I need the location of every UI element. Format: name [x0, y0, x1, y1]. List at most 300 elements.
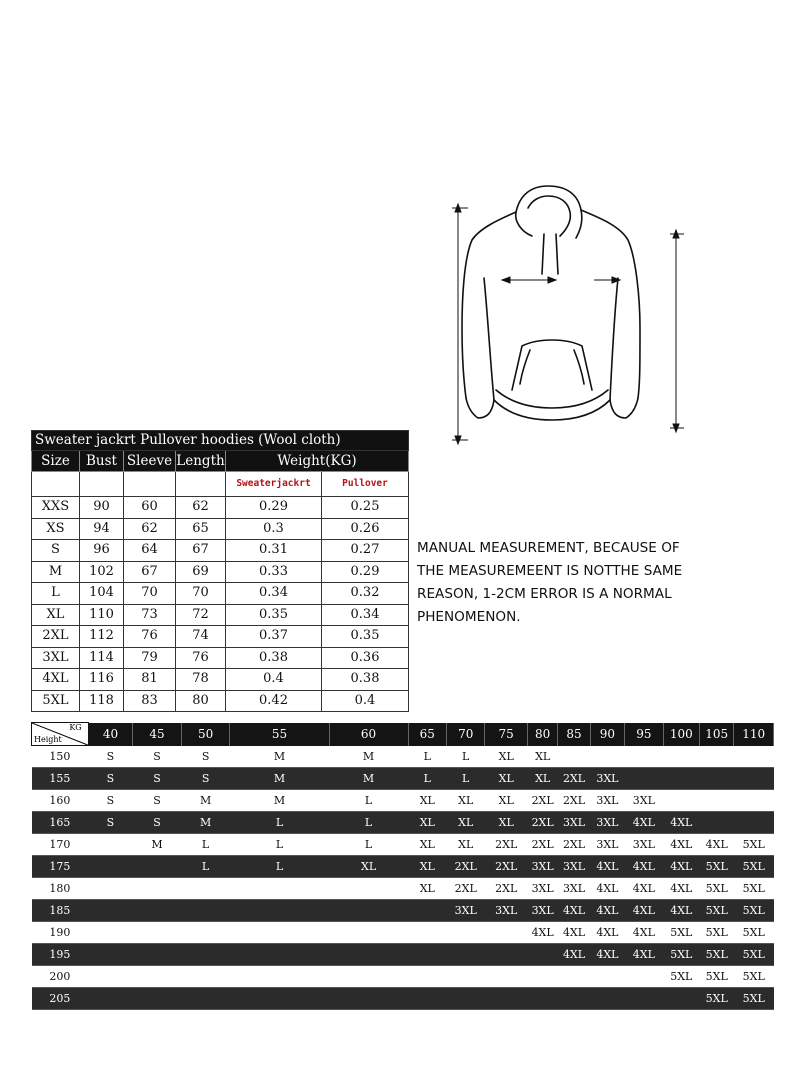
size-recommendation-cell — [88, 900, 133, 922]
size-recommendation-cell — [88, 966, 133, 988]
size-table-cell: 62 — [124, 518, 176, 540]
size-recommendation-cell — [408, 900, 446, 922]
size-table-cell: 3XL — [32, 647, 80, 669]
size-recommendation-cell: 4XL — [625, 944, 663, 966]
size-recommendation-cell: 3XL — [590, 790, 624, 812]
size-recommendation-cell: L — [181, 856, 230, 878]
size-recommendation-cell: 4XL — [663, 878, 699, 900]
size-table-cell: 74 — [176, 626, 226, 648]
size-table-row — [32, 497, 409, 519]
size-recommendation-cell: 5XL — [734, 834, 774, 856]
size-recommendation-cell: 4XL — [558, 944, 590, 966]
size-table-cell: 81 — [124, 669, 176, 691]
size-table-cell: 69 — [176, 561, 226, 583]
size-recommendation-cell: 5XL — [700, 944, 734, 966]
size-recommendation-cell: 5XL — [734, 988, 774, 1010]
size-recommendation-cell: 4XL — [527, 922, 557, 944]
size-recommendation-cell: 3XL — [590, 812, 624, 834]
size-recommendation-cell: L — [230, 812, 329, 834]
note-line: REASON, 1-2CM ERROR IS A NORMAL — [417, 586, 672, 602]
size-table-cell: 0.27 — [322, 540, 409, 562]
hw-table-corner — [32, 723, 89, 746]
size-recommendation-cell: XL — [329, 856, 408, 878]
size-table-row — [32, 690, 409, 712]
size-recommendation-cell: 5XL — [734, 900, 774, 922]
size-recommendation-cell: XL — [527, 768, 557, 790]
size-recommendation-cell: M — [329, 746, 408, 768]
weight-header-cell: 110 — [734, 723, 774, 746]
size-recommendation-cell — [663, 988, 699, 1010]
size-table-cell: 110 — [80, 604, 124, 626]
size-recommendation-cell — [446, 944, 484, 966]
size-table — [31, 430, 409, 712]
size-recommendation-cell — [734, 768, 774, 790]
size-recommendation-cell: S — [133, 812, 182, 834]
size-table-title: Sweater jackrt Pullover hoodies (Wool cloth) — [32, 431, 409, 451]
size-recommendation-cell: L — [408, 746, 446, 768]
size-table-cell: 62 — [176, 497, 226, 519]
size-table-cell: 0.35 — [322, 626, 409, 648]
height-cell: 165 — [32, 812, 89, 834]
size-recommendation-cell: 5XL — [734, 944, 774, 966]
weight-header-cell: 50 — [181, 723, 230, 746]
size-recommendation-cell — [558, 746, 590, 768]
header-length: Length — [176, 451, 226, 472]
size-table-row — [32, 669, 409, 691]
size-recommendation-cell: 4XL — [590, 856, 624, 878]
size-recommendation-cell — [527, 944, 557, 966]
size-table-cell: 0.29 — [226, 497, 322, 519]
size-recommendation-cell — [133, 988, 182, 1010]
size-recommendation-cell: XL — [408, 790, 446, 812]
size-recommendation-cell: 4XL — [625, 922, 663, 944]
size-recommendation-cell — [181, 988, 230, 1010]
weight-header-cell: 55 — [230, 723, 329, 746]
size-recommendation-cell: XL — [485, 746, 528, 768]
weight-header-cell: 85 — [558, 723, 590, 746]
header-weight: Weight(KG) — [226, 451, 409, 472]
size-recommendation-cell: 4XL — [663, 856, 699, 878]
size-table-row — [32, 626, 409, 648]
size-recommendation-cell — [590, 746, 624, 768]
size-table-cell: 0.3 — [226, 518, 322, 540]
size-recommendation-cell — [558, 966, 590, 988]
measurement-note — [417, 537, 717, 629]
size-table-cell: XS — [32, 518, 80, 540]
size-recommendation-cell: 2XL — [446, 856, 484, 878]
size-table-row — [32, 561, 409, 583]
size-table-cell: 0.25 — [322, 497, 409, 519]
size-table-cell: 2XL — [32, 626, 80, 648]
size-recommendation-cell: 4XL — [700, 834, 734, 856]
size-table-cell: 70 — [124, 583, 176, 605]
height-cell: 170 — [32, 834, 89, 856]
size-recommendation-cell — [485, 944, 528, 966]
size-recommendation-cell: L — [408, 768, 446, 790]
size-recommendation-cell — [527, 988, 557, 1010]
size-recommendation-cell: 5XL — [700, 922, 734, 944]
size-recommendation-cell — [329, 878, 408, 900]
size-table-cell: 60 — [124, 497, 176, 519]
size-table-cell: 0.38 — [322, 669, 409, 691]
hw-table-row — [32, 922, 774, 944]
size-table-cell: 78 — [176, 669, 226, 691]
weight-header-cell: 80 — [527, 723, 557, 746]
hw-table-row — [32, 900, 774, 922]
size-recommendation-cell: 3XL — [558, 856, 590, 878]
size-recommendation-cell — [663, 790, 699, 812]
size-table-cell: 0.37 — [226, 626, 322, 648]
size-recommendation-cell — [329, 900, 408, 922]
size-table-cell: 0.38 — [226, 647, 322, 669]
size-table-cell: 0.34 — [322, 604, 409, 626]
size-recommendation-cell: 3XL — [625, 834, 663, 856]
size-table-cell: 0.29 — [322, 561, 409, 583]
hw-table-row — [32, 944, 774, 966]
note-line: THE MEASUREMEENT IS NOTTHE SAME — [417, 563, 683, 579]
size-table-row — [32, 518, 409, 540]
size-recommendation-cell — [734, 812, 774, 834]
size-recommendation-cell — [408, 988, 446, 1010]
size-recommendation-cell: XL — [446, 834, 484, 856]
size-recommendation-cell: L — [230, 834, 329, 856]
size-recommendation-cell: L — [329, 812, 408, 834]
size-recommendation-cell: 5XL — [734, 856, 774, 878]
size-recommendation-cell — [625, 966, 663, 988]
size-table-header-row — [32, 451, 409, 472]
size-table-cell: 0.26 — [322, 518, 409, 540]
size-table-cell: 5XL — [32, 690, 80, 712]
hw-table-row — [32, 834, 774, 856]
size-recommendation-cell — [663, 746, 699, 768]
size-recommendation-cell: 5XL — [663, 922, 699, 944]
size-recommendation-cell: 4XL — [625, 878, 663, 900]
size-recommendation-cell — [700, 790, 734, 812]
size-recommendation-cell: 5XL — [663, 944, 699, 966]
size-table-cell: 0.36 — [322, 647, 409, 669]
size-recommendation-cell — [230, 966, 329, 988]
size-recommendation-cell — [133, 966, 182, 988]
hw-table-header-row — [32, 723, 774, 746]
size-table-sub-header-row — [32, 472, 409, 497]
size-recommendation-cell: XL — [408, 812, 446, 834]
size-recommendation-cell — [88, 988, 133, 1010]
size-recommendation-cell — [230, 922, 329, 944]
size-recommendation-cell — [88, 922, 133, 944]
height-cell: 175 — [32, 856, 89, 878]
size-recommendation-cell: 4XL — [558, 922, 590, 944]
size-table-cell: 112 — [80, 626, 124, 648]
size-recommendation-cell — [485, 922, 528, 944]
size-table-cell: 67 — [124, 561, 176, 583]
size-recommendation-cell: 3XL — [527, 900, 557, 922]
size-recommendation-cell: 4XL — [663, 834, 699, 856]
size-table-cell: 114 — [80, 647, 124, 669]
header-size: Size — [32, 451, 80, 472]
size-recommendation-cell: S — [133, 746, 182, 768]
size-table-cell: 0.32 — [322, 583, 409, 605]
height-cell: 185 — [32, 900, 89, 922]
size-recommendation-cell: L — [181, 834, 230, 856]
sub-header-pullover: Pullover — [322, 472, 409, 497]
size-table-cell: 72 — [176, 604, 226, 626]
size-recommendation-cell: S — [133, 768, 182, 790]
note-line: PHENOMENON. — [417, 609, 521, 625]
hw-table-row — [32, 812, 774, 834]
size-table-cell: 4XL — [32, 669, 80, 691]
size-recommendation-cell — [230, 944, 329, 966]
weight-header-cell: 105 — [700, 723, 734, 746]
size-recommendation-cell: XL — [408, 878, 446, 900]
size-table-cell: 73 — [124, 604, 176, 626]
weight-header-cell: 45 — [133, 723, 182, 746]
size-recommendation-cell: 4XL — [663, 812, 699, 834]
size-recommendation-cell: 5XL — [734, 878, 774, 900]
size-recommendation-cell — [181, 966, 230, 988]
height-cell: 205 — [32, 988, 89, 1010]
size-recommendation-cell: XL — [485, 790, 528, 812]
size-table-cell: 76 — [124, 626, 176, 648]
size-table-body — [32, 497, 409, 712]
size-recommendation-cell: S — [88, 746, 133, 768]
header-bust: Bust — [80, 451, 124, 472]
weight-header-cell: 40 — [88, 723, 133, 746]
hw-table-row — [32, 790, 774, 812]
size-table-cell: 80 — [176, 690, 226, 712]
size-recommendation-cell: 3XL — [527, 856, 557, 878]
size-recommendation-cell: 5XL — [700, 966, 734, 988]
size-table-cell: 116 — [80, 669, 124, 691]
size-recommendation-cell: 2XL — [527, 790, 557, 812]
size-recommendation-cell: XL — [408, 856, 446, 878]
size-recommendation-cell: L — [446, 768, 484, 790]
size-recommendation-cell — [329, 922, 408, 944]
size-table-cell: 0.31 — [226, 540, 322, 562]
size-recommendation-cell: M — [230, 746, 329, 768]
size-recommendation-cell — [700, 768, 734, 790]
size-recommendation-cell: 3XL — [558, 878, 590, 900]
size-table-cell: XL — [32, 604, 80, 626]
size-recommendation-cell: S — [181, 768, 230, 790]
height-cell: 150 — [32, 746, 89, 768]
size-table-cell: 0.4 — [226, 669, 322, 691]
size-recommendation-cell — [485, 988, 528, 1010]
size-recommendation-cell: M — [133, 834, 182, 856]
size-recommendation-cell — [408, 944, 446, 966]
size-recommendation-cell — [734, 790, 774, 812]
size-recommendation-cell: M — [181, 812, 230, 834]
height-cell: 195 — [32, 944, 89, 966]
size-recommendation-cell — [590, 988, 624, 1010]
size-recommendation-cell: 2XL — [558, 790, 590, 812]
size-recommendation-cell — [734, 746, 774, 768]
size-recommendation-cell: 3XL — [590, 834, 624, 856]
size-recommendation-cell: L — [329, 790, 408, 812]
size-recommendation-cell — [446, 922, 484, 944]
size-recommendation-cell — [446, 966, 484, 988]
size-recommendation-cell: M — [230, 768, 329, 790]
note-line: MANUAL MEASUREMENT, BECAUSE OF — [417, 540, 680, 556]
size-recommendation-cell — [88, 856, 133, 878]
corner-height-label: Height — [34, 735, 62, 744]
size-recommendation-cell: 4XL — [663, 900, 699, 922]
hw-table-row — [32, 746, 774, 768]
size-recommendation-cell — [408, 966, 446, 988]
size-recommendation-cell: 5XL — [700, 988, 734, 1010]
size-recommendation-cell — [88, 944, 133, 966]
size-recommendation-cell: M — [230, 790, 329, 812]
size-table-cell: 0.34 — [226, 583, 322, 605]
size-recommendation-cell: 4XL — [558, 900, 590, 922]
size-table-cell: 65 — [176, 518, 226, 540]
size-recommendation-cell: XL — [446, 790, 484, 812]
weight-header-cell: 65 — [408, 723, 446, 746]
size-recommendation-cell — [133, 878, 182, 900]
size-recommendation-cell — [625, 768, 663, 790]
size-recommendation-cell — [230, 878, 329, 900]
size-table-title-row — [32, 431, 409, 451]
size-recommendation-cell: 4XL — [625, 856, 663, 878]
weight-header-cell: 60 — [329, 723, 408, 746]
size-recommendation-cell — [181, 900, 230, 922]
size-recommendation-cell — [133, 922, 182, 944]
size-recommendation-cell: S — [133, 790, 182, 812]
hw-table-row — [32, 966, 774, 988]
size-recommendation-cell — [181, 922, 230, 944]
size-recommendation-cell: 5XL — [663, 966, 699, 988]
size-recommendation-cell — [88, 878, 133, 900]
size-table-row — [32, 540, 409, 562]
height-cell: 160 — [32, 790, 89, 812]
sub-header-sweaterjackrt: Sweaterjackrt — [226, 472, 322, 497]
size-table-cell: 102 — [80, 561, 124, 583]
size-recommendation-cell: 4XL — [590, 922, 624, 944]
size-recommendation-cell — [590, 966, 624, 988]
size-table-cell: 79 — [124, 647, 176, 669]
size-table-cell: 0.4 — [322, 690, 409, 712]
size-recommendation-cell — [329, 966, 408, 988]
size-recommendation-cell: XL — [446, 812, 484, 834]
size-recommendation-cell: 5XL — [734, 922, 774, 944]
size-recommendation-cell: XL — [485, 812, 528, 834]
size-recommendation-cell: L — [230, 856, 329, 878]
hoodie-diagram-icon — [428, 178, 698, 448]
size-recommendation-cell — [700, 812, 734, 834]
hw-table-row — [32, 856, 774, 878]
size-recommendation-cell: XL — [408, 834, 446, 856]
size-recommendation-cell: L — [446, 746, 484, 768]
size-recommendation-cell — [230, 900, 329, 922]
size-recommendation-cell: 2XL — [558, 768, 590, 790]
size-recommendation-cell: 3XL — [558, 812, 590, 834]
size-table-cell: 94 — [80, 518, 124, 540]
size-recommendation-cell — [329, 988, 408, 1010]
size-recommendation-cell: XL — [485, 768, 528, 790]
weight-header-cell: 90 — [590, 723, 624, 746]
size-recommendation-cell: M — [181, 790, 230, 812]
height-weight-table — [31, 722, 774, 1010]
size-table-cell: 67 — [176, 540, 226, 562]
size-recommendation-cell: 2XL — [485, 878, 528, 900]
size-table-cell: 0.33 — [226, 561, 322, 583]
size-recommendation-cell: 5XL — [700, 856, 734, 878]
hw-table-row — [32, 768, 774, 790]
size-recommendation-cell — [663, 768, 699, 790]
size-recommendation-cell — [133, 900, 182, 922]
size-recommendation-cell — [133, 944, 182, 966]
size-recommendation-cell: 2XL — [558, 834, 590, 856]
size-recommendation-cell: 3XL — [625, 790, 663, 812]
size-recommendation-cell: 4XL — [590, 878, 624, 900]
size-recommendation-cell — [133, 856, 182, 878]
size-table-cell: 0.42 — [226, 690, 322, 712]
size-recommendation-cell: 3XL — [527, 878, 557, 900]
corner-kg-label: KG — [69, 723, 82, 732]
weight-header-cell: 70 — [446, 723, 484, 746]
size-recommendation-cell: XL — [527, 746, 557, 768]
size-table-cell: 104 — [80, 583, 124, 605]
size-recommendation-cell — [527, 966, 557, 988]
size-table-row — [32, 604, 409, 626]
size-table-cell: 118 — [80, 690, 124, 712]
weight-header-cell: 100 — [663, 723, 699, 746]
size-recommendation-cell: S — [181, 746, 230, 768]
size-recommendation-cell: S — [88, 790, 133, 812]
size-table-cell: 83 — [124, 690, 176, 712]
size-recommendation-cell: 2XL — [485, 856, 528, 878]
header-sleeve: Sleeve — [124, 451, 176, 472]
size-recommendation-cell — [485, 966, 528, 988]
height-cell: 190 — [32, 922, 89, 944]
size-recommendation-cell: 5XL — [700, 878, 734, 900]
size-recommendation-cell: S — [88, 812, 133, 834]
size-recommendation-cell — [558, 988, 590, 1010]
size-recommendation-cell: 5XL — [734, 966, 774, 988]
size-recommendation-cell: 4XL — [590, 944, 624, 966]
size-table-cell: XXS — [32, 497, 80, 519]
hw-table-row — [32, 988, 774, 1010]
weight-header-cell: 75 — [485, 723, 528, 746]
size-recommendation-cell — [88, 834, 133, 856]
size-recommendation-cell — [408, 922, 446, 944]
size-recommendation-cell: 4XL — [625, 812, 663, 834]
size-table-cell: 64 — [124, 540, 176, 562]
size-recommendation-cell — [625, 746, 663, 768]
size-recommendation-cell: 5XL — [700, 900, 734, 922]
size-recommendation-cell: M — [329, 768, 408, 790]
size-recommendation-cell: 3XL — [446, 900, 484, 922]
size-table-row — [32, 647, 409, 669]
size-recommendation-cell: 3XL — [590, 768, 624, 790]
size-recommendation-cell: 4XL — [625, 900, 663, 922]
size-table-cell: M — [32, 561, 80, 583]
size-recommendation-cell: 4XL — [590, 900, 624, 922]
size-recommendation-cell: L — [329, 834, 408, 856]
size-table-cell: 70 — [176, 583, 226, 605]
size-recommendation-cell: S — [88, 768, 133, 790]
size-recommendation-cell: 3XL — [485, 900, 528, 922]
size-table-cell: L — [32, 583, 80, 605]
height-cell: 155 — [32, 768, 89, 790]
height-cell: 180 — [32, 878, 89, 900]
hw-table-body — [32, 746, 774, 1010]
size-recommendation-cell: 2XL — [446, 878, 484, 900]
height-cell: 200 — [32, 966, 89, 988]
size-table-cell: 96 — [80, 540, 124, 562]
weight-header-cell: 95 — [625, 723, 663, 746]
size-recommendation-cell — [329, 944, 408, 966]
size-recommendation-cell — [625, 988, 663, 1010]
